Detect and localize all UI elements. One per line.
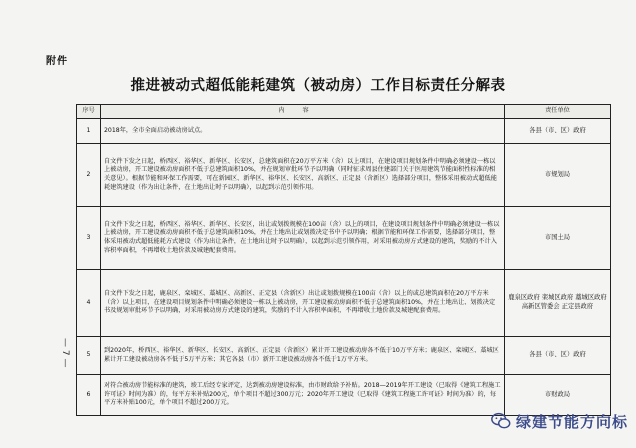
watermark-text: 绿建节能方向标 — [515, 412, 628, 431]
table-header-row — [77, 105, 611, 119]
row-content: 自文件下发之日起，鹿泉区、栾城区、藁城区、高新区、正定县（含新区）出让或划拨规模在100亩（含）以上的或总建筑面积在20万平方米（含）以上项目，在建设项目规划条件中明确必须建设一栋以上被动房，开工建设被动房面积不低于总建筑面积10%，并在土地出让、划拨决定书及规划审批环节予以明确，对采用被动房方式建设的建筑，奖励的不计入容积率面积，不再增收土地价款及城建配套费用。 — [101, 270, 505, 337]
header-num: 序号 — [77, 105, 101, 119]
row-num: 5 — [77, 337, 101, 375]
row-unit: 市财政局 — [505, 375, 611, 416]
attachment-label: 附件 — [46, 56, 68, 67]
table-row — [77, 144, 611, 207]
row-content: 2018年，全市全面启动被动房试点。 — [101, 119, 505, 144]
row-unit: 各县（市、区）政府 — [505, 119, 611, 144]
row-num: 2 — [77, 144, 101, 207]
watermark — [490, 410, 628, 432]
page-number: — 7 — — [60, 338, 70, 368]
row-unit: 各县（市、区）政府 — [505, 337, 611, 375]
table-row — [77, 270, 611, 337]
document-title: 推进被动式超低能耗建筑（被动房）工作目标责任分解表 — [130, 77, 506, 94]
row-unit: 市国土局 — [505, 207, 611, 270]
row-num: 4 — [77, 270, 101, 337]
table-row — [77, 207, 611, 270]
table-row — [77, 119, 611, 144]
row-content: 对符合被动房节能标准的建筑，竣工后经专家评定，达到被动房建设标准，由市财政给予补贴。2018—2019年开工建设（已取得《建筑工程施工许可证》时间为准）的，每平方米补贴200元，单个项目不超过300万元；2020年开工建设（已取得《建筑工程施工许可证》时间为准）的，每平方米补贴100元，单个项目不超过200万元。 — [101, 375, 505, 416]
table-row — [77, 337, 611, 375]
header-content: 内容 — [101, 105, 505, 119]
row-content: 到2020年，桥西区、裕华区、新华区、长安区、高新区、正定县（含新区）累计开工建设被动房各不低于10万平方米；鹿泉区、栾城区、藁城区累计开工建设被动房各不低于5万平方米；其它各县（市）新开工建设被动房各不低于1万平方米。 — [101, 337, 505, 375]
row-unit: 市规划局 — [505, 144, 611, 207]
row-content: 自文件下发之日起，桥西区、裕华区、新华区、长安区，总建筑面积在20万平方米（含）以上项目，在建设项目规划条件中明确必须建设一栋以上被动房，开工建设被动房面积不低于总建筑面积10%，并在规划审批环节予以明确（同时征求周县住建部门关于医用建筑节能面积性标准的相关意见）。根据节能和环保工作需要，可在新园区、新华区、裕华区、长安区、高新区、正定县（含新区）选择部分项目，整体采用被动式超低能耗建筑建设（作为出让条件，在土地出让时予以明确），以起到示范引领作用。 — [101, 144, 505, 207]
row-content: 自文件下发之日起，桥西区、裕华区、新华区、长安区，出让或划拨规模在100亩（含）以上的项目，在建设项目规划条件中明确必须建设一栋以上被动房，开工建设被动房面积不低于总建筑面积10%，并在土地出让或划拨决定书中予以明确；根据节能和环保工作需要，选择部分项目，整体采用被动式超低能耗方式建设（作为出让条件，在土地出让时予以明确），以起到示范引领作用，对采用被动房方式建设的建筑，奖励的不计入容积率面积，不再增收土地价款及城建配套费用。 — [101, 207, 505, 270]
wechat-logo-icon — [490, 410, 512, 432]
row-num: 6 — [77, 375, 101, 416]
row-unit: 鹿泉区政府 栾城区政府 藁城区政府 高新区管委会 正定县政府 — [505, 270, 611, 337]
row-num: 3 — [77, 207, 101, 270]
header-unit: 责任单位 — [505, 105, 611, 119]
responsibility-table — [76, 104, 610, 416]
row-num: 1 — [77, 119, 101, 144]
